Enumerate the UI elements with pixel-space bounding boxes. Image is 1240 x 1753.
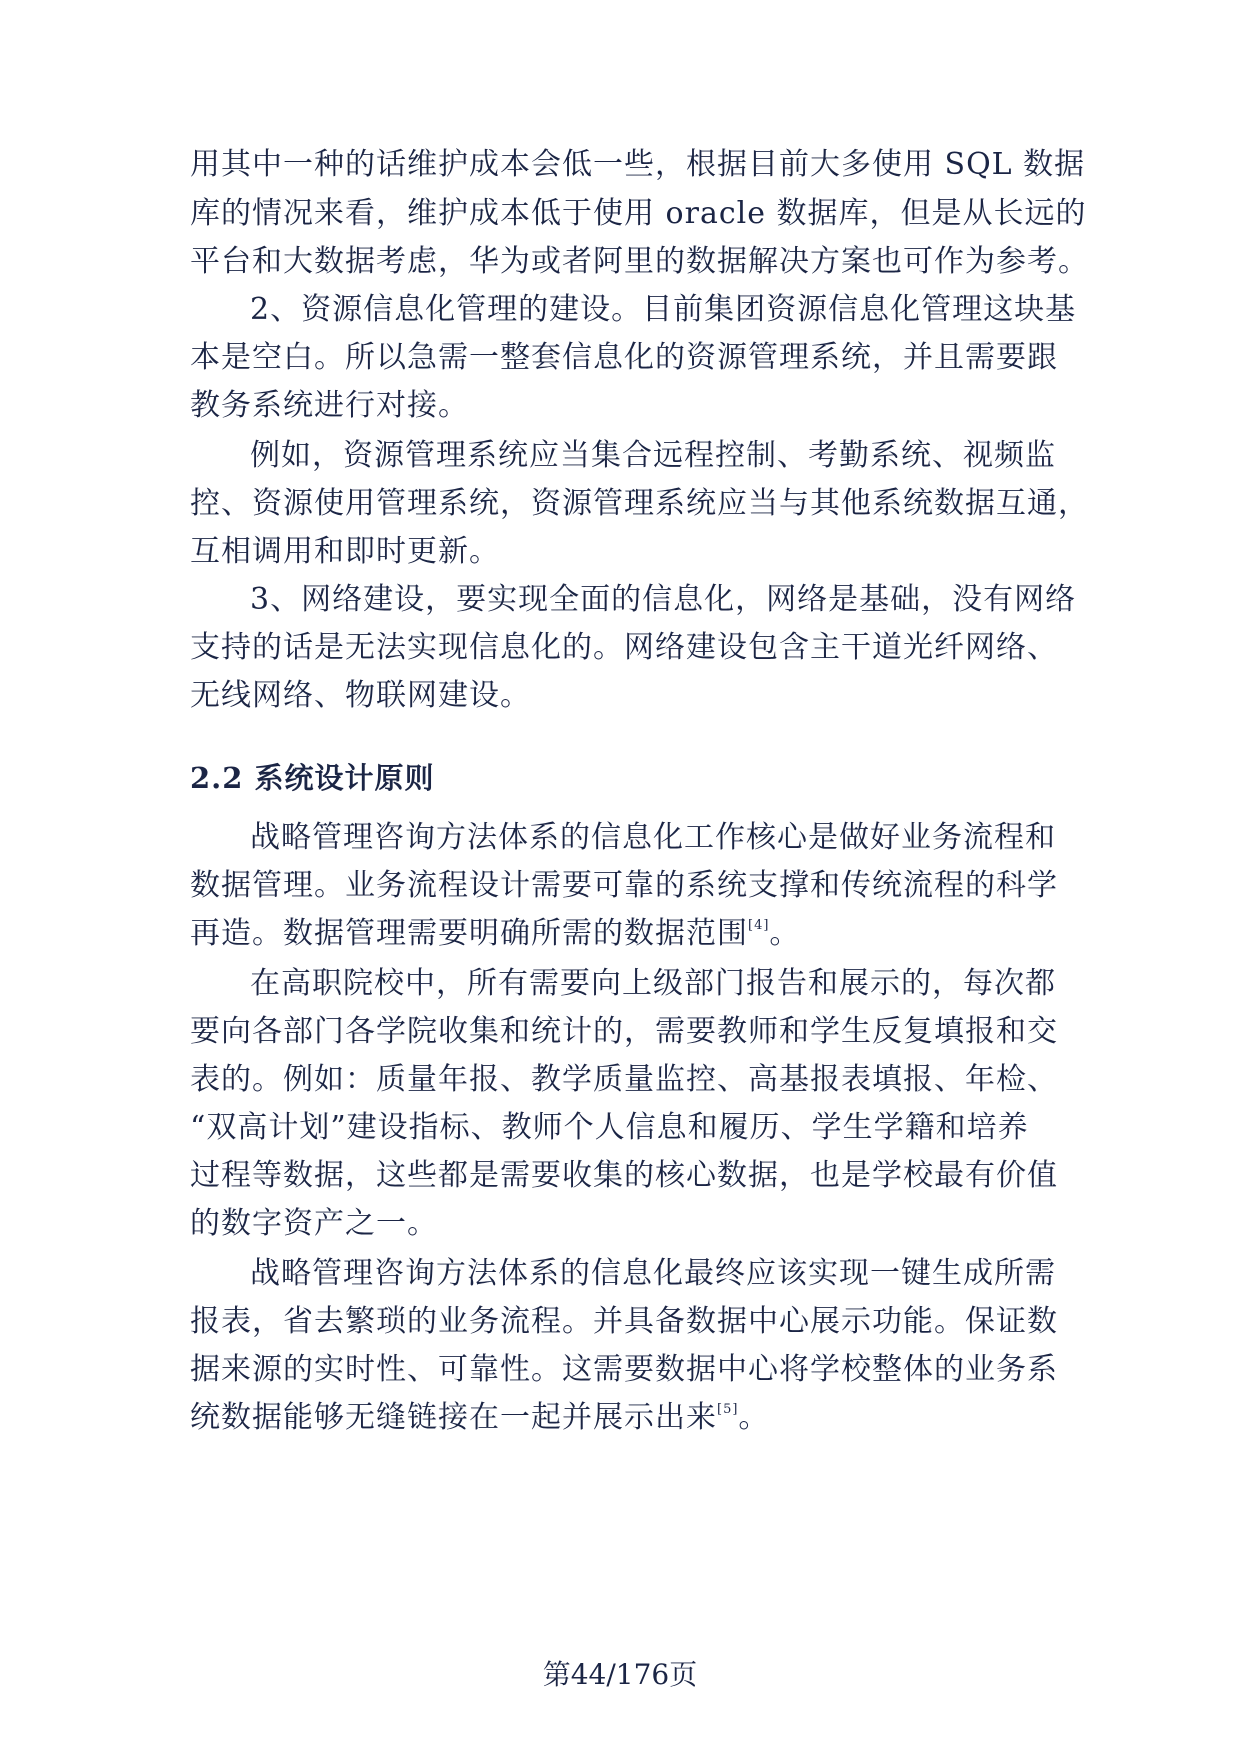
body-text-line: 无线网络、物联网建设。	[190, 678, 531, 713]
body-text-line: 战略管理咨询方法体系的信息化工作核心是做好业务流程和	[250, 820, 1056, 855]
body-text-line: 本是空白。所以急需一整套信息化的资源管理系统，并且需要跟	[190, 340, 1058, 375]
body-text-line: 据来源的实时性、可靠性。这需要数据中心将学校整体的业务系	[190, 1352, 1058, 1387]
body-text-line: 2、资源信息化管理的建设。目前集团资源信息化管理这块基	[250, 292, 1077, 327]
body-text-line: 3、网络建设，要实现全面的信息化，网络是基础，没有网络	[250, 582, 1077, 617]
body-text: 统数据能够无缝链接在一起并展示出来	[190, 1400, 717, 1435]
body-text-line: 在高职院校中，所有需要向上级部门报告和展示的，每次都	[250, 966, 1056, 1001]
body-text: 。	[738, 1400, 770, 1435]
body-text-line: 战略管理咨询方法体系的信息化最终应该实现一键生成所需	[250, 1256, 1056, 1291]
body-text-line: 报表，省去繁琐的业务流程。并具备数据中心展示功能。保证数	[190, 1304, 1058, 1339]
body-text-line: 要向各部门各学院收集和统计的，需要教师和学生反复填报和交	[190, 1014, 1058, 1049]
body-text-line: “双高计划”建设指标、教师个人信息和履历、学生学籍和培养	[190, 1110, 1029, 1145]
body-text-line	[190, 1398, 769, 1438]
body-text-line: 教务系统进行对接。	[190, 388, 469, 423]
citation-ref: [5]	[717, 1402, 739, 1417]
section-heading: 2.2 系统设计原则	[190, 761, 435, 795]
page-number: 第44/176页	[542, 1658, 698, 1691]
body-text-line: 表的。例如：质量年报、教学质量监控、高基报表填报、年检、	[190, 1062, 1058, 1097]
body-text-line: 例如，资源管理系统应当集合远程控制、考勤系统、视频监	[250, 438, 1056, 473]
body-text-line: 的数字资产之一。	[190, 1206, 438, 1241]
body-text-line: 库的情况来看，维护成本低于使用 oracle 数据库，但是从长远的	[190, 196, 1087, 231]
body-text-line: 数据管理。业务流程设计需要可靠的系统支撑和传统流程的科学	[190, 868, 1058, 903]
body-text-line: 支持的话是无法实现信息化的。网络建设包含主干道光纤网络、	[190, 630, 1058, 665]
body-text-line: 过程等数据，这些都是需要收集的核心数据，也是学校最有价值	[190, 1158, 1058, 1193]
body-text-line: 互相调用和即时更新。	[190, 534, 500, 569]
body-text-line: 平台和大数据考虑，华为或者阿里的数据解决方案也可作为参考。	[190, 244, 1089, 279]
citation-ref: [4]	[748, 918, 770, 933]
body-text: 再造。数据管理需要明确所需的数据范围	[190, 916, 748, 951]
body-text-line	[190, 914, 800, 954]
body-text-line: 用其中一种的话维护成本会低一些，根据目前大多使用 SQL 数据	[190, 147, 1086, 182]
body-text: 。	[769, 916, 801, 951]
body-text-line: 控、资源使用管理系统，资源管理系统应当与其他系统数据互通，	[190, 486, 1089, 521]
